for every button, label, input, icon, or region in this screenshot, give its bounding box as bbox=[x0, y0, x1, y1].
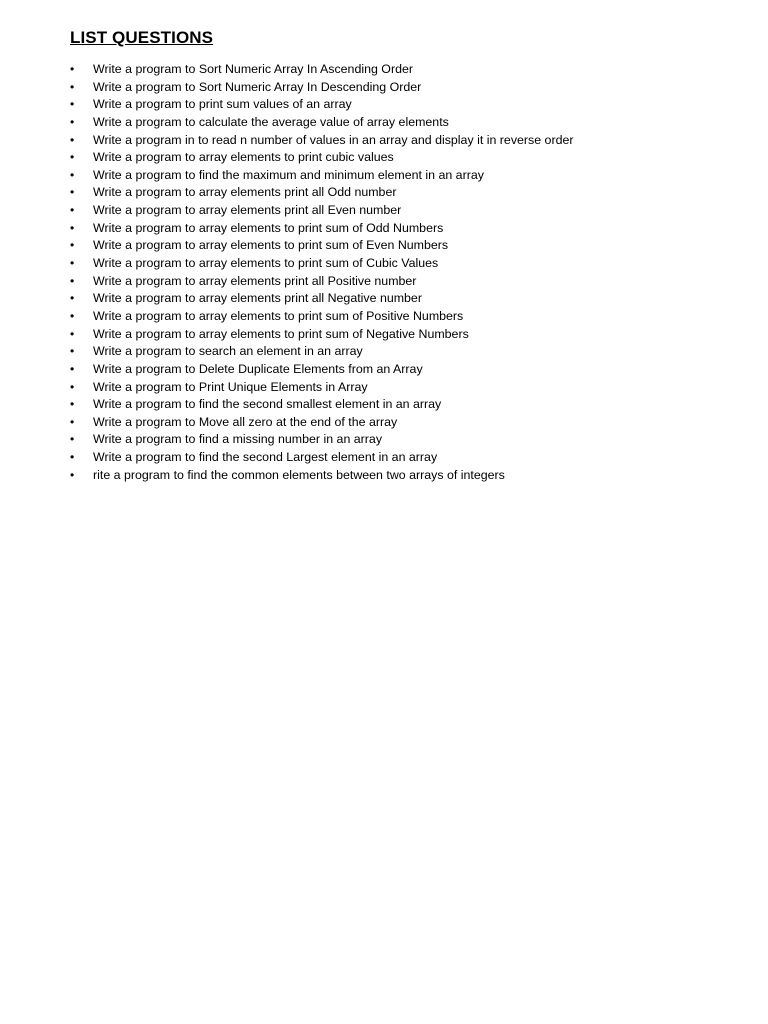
question-text: Write a program to array elements to print sum of Even Numbers bbox=[93, 238, 449, 253]
bullet-icon: • bbox=[70, 308, 75, 323]
question-text: Write a program to find the second Largest element in an array bbox=[93, 450, 438, 465]
question-text: Write a program in to read n number of values in an array and display it in reverse order bbox=[93, 132, 574, 147]
bullet-icon: • bbox=[70, 291, 75, 306]
question-text: Write a program to array elements print all Even number bbox=[93, 203, 402, 218]
bullet-icon: • bbox=[70, 114, 75, 129]
question-text: Write a program to array elements print all Negative number bbox=[93, 291, 422, 306]
bullet-icon: • bbox=[70, 397, 75, 412]
bullet-icon: • bbox=[70, 467, 75, 482]
question-text: Write a program to array elements to print sum of Odd Numbers bbox=[93, 220, 444, 235]
page-title: LIST QUESTIONS bbox=[70, 28, 214, 47]
question-text: Write a program to array elements print all Positive number bbox=[93, 273, 417, 288]
bullet-icon: • bbox=[70, 150, 75, 165]
bullet-icon: • bbox=[70, 167, 75, 182]
bullet-icon: • bbox=[70, 203, 75, 218]
question-text: Write a program to array elements to print cubic values bbox=[93, 150, 394, 165]
bullet-icon: • bbox=[70, 326, 75, 341]
bullet-icon: • bbox=[70, 379, 75, 394]
bullet-icon: • bbox=[70, 273, 75, 288]
question-text: Write a program to find a missing number in an array bbox=[93, 432, 383, 447]
bullet-icon: • bbox=[70, 361, 75, 376]
question-text: Write a program to Sort Numeric Array In Ascending Order bbox=[93, 62, 413, 76]
question-text: Write a program to Move all zero at the end of the array bbox=[93, 414, 398, 429]
bullet-icon: • bbox=[70, 79, 75, 94]
bullet-icon: • bbox=[70, 450, 75, 465]
bullet-icon: • bbox=[70, 185, 75, 200]
bullet-icon: • bbox=[70, 414, 75, 429]
question-text: rite a program to find the common elements between two arrays of integers bbox=[93, 467, 505, 482]
question-text: Write a program to array elements to print sum of Cubic Values bbox=[93, 256, 439, 271]
bullet-icon: • bbox=[70, 97, 75, 112]
bullet-icon: • bbox=[70, 220, 75, 235]
bullet-icon: • bbox=[70, 238, 75, 253]
question-text: Write a program to print sum values of an array bbox=[93, 97, 352, 112]
question-text: Write a program to array elements print all Odd number bbox=[93, 185, 397, 200]
question-text: Write a program to array elements to print sum of Positive Numbers bbox=[93, 308, 464, 323]
bullet-icon: • bbox=[70, 256, 75, 271]
question-text: Write a program to Sort Numeric Array In Descending Order bbox=[93, 79, 422, 94]
question-text: Write a program to array elements to print sum of Negative Numbers bbox=[93, 326, 469, 341]
question-text: Write a program to calculate the average value of array elements bbox=[93, 114, 449, 129]
bullet-icon: • bbox=[70, 132, 75, 147]
bullet-icon: • bbox=[70, 432, 75, 447]
question-text: Write a program to Delete Duplicate Elements from an Array bbox=[93, 361, 423, 376]
question-text: Write a program to Print Unique Elements in Array bbox=[93, 379, 368, 394]
question-text: Write a program to search an element in an array bbox=[93, 344, 363, 359]
bullet-icon: • bbox=[70, 344, 75, 359]
bullet-icon: • bbox=[70, 62, 75, 76]
question-text: Write a program to find the second smallest element in an array bbox=[93, 397, 442, 412]
question-text: Write a program to find the maximum and minimum element in an array bbox=[93, 167, 484, 182]
